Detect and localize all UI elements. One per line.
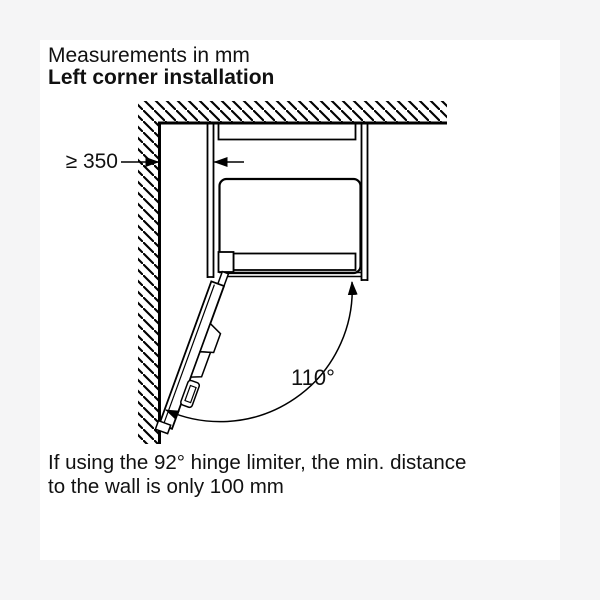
appliance-front-bar bbox=[234, 254, 356, 271]
caption-line-1: If using the 92° hinge limiter, the min. distance bbox=[48, 451, 467, 474]
hinge-limiter-caption bbox=[48, 451, 466, 499]
hinge-block bbox=[219, 252, 234, 272]
appliance-bottom-lines bbox=[219, 273, 362, 277]
open-door bbox=[155, 268, 240, 438]
wall-face-lines bbox=[158, 122, 447, 445]
cabinet-left-panel bbox=[208, 123, 214, 278]
caption-line-2: to the wall is only 100 mm bbox=[48, 475, 284, 498]
min-distance-label: ≥ 350 bbox=[65, 150, 118, 173]
cabinet-right-panel bbox=[362, 123, 368, 281]
page-title: Left corner installation bbox=[48, 66, 275, 89]
niche-top-recess bbox=[219, 123, 356, 140]
opening-angle-label: 110° bbox=[291, 365, 335, 390]
measurements-unit-note: Measurements in mm bbox=[48, 44, 250, 67]
